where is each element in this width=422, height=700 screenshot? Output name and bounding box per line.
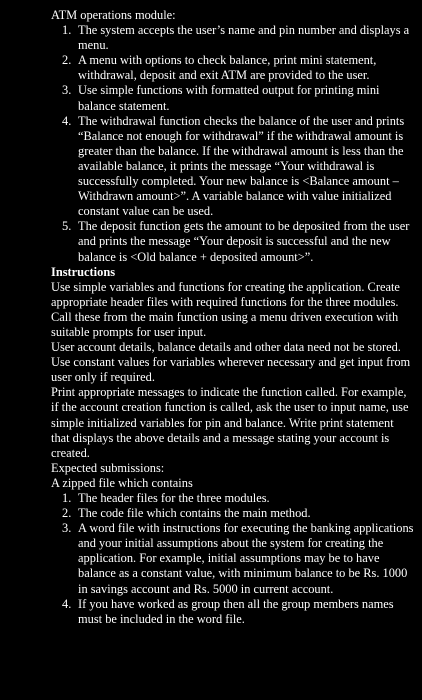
module-requirements-list — [51, 23, 414, 265]
item-text: The deposit function gets the amount to be deposited from the user and prints the message “Your deposit is successful and the new balance is <Old balance + deposited amount>”. — [78, 219, 410, 264]
instructions-paragraph: User account details, balance details and other data need not be stored. Use constant values for variables wherever necessary and get input from user only if required. — [51, 340, 411, 385]
item-number: 3. — [62, 83, 72, 98]
instructions-heading: Instructions — [51, 264, 116, 279]
item-text: The withdrawal function checks the balance of the user and prints “Balance not enough for withdrawal” if the withdrawal amount is greater than the balance. If the withdrawal amount is less than the available balance, it prints the message “Your withdrawal is successfully completed. Your new balance is <Balance amount – Withdrawn amount>”. A variable balance with value initialized constant value can be used. — [78, 113, 405, 219]
instructions-paragraph: Print appropriate messages to indicate the function called. For example, if the account creation function is called, ask the user to input name, use simple initialized variables for pin and balance. Write print statement that displays the above details and a message stating your account is created. — [51, 385, 409, 460]
instructions-body — [51, 280, 414, 461]
item-number: 4. — [62, 113, 72, 128]
item-number: 1. — [62, 491, 72, 505]
item-number: 4. — [62, 596, 72, 611]
module-title: ATM operations module: — [51, 8, 176, 22]
list-item — [51, 114, 414, 220]
item-number: 3. — [62, 521, 72, 536]
item-text: A word file with instructions for executing the banking applications and your initial assumptions about the system for creating the application. For example, initial assumptions may be to have balance as a constant value, with minimum balance to be Rs. 1000 in savings account and Rs. 5000 in current account. — [78, 521, 414, 596]
item-text: The system accepts the user’s name and pin number and displays a menu. — [78, 23, 410, 53]
instructions-paragraph: Use simple variables and functions for creating the application. Create appropriate header files with required functions for the three modules. Call these from the main function using a menu driven execution with suitable prompts for user input. — [51, 279, 400, 339]
list-item — [51, 506, 414, 521]
item-text: A menu with options to check balance, print mini statement, withdrawal, deposit and exit ATM are provided to the user. — [78, 53, 377, 83]
list-item — [51, 219, 414, 264]
item-number: 5. — [62, 219, 72, 234]
item-text: Use simple functions with formatted output for printing mini balance statement. — [78, 83, 380, 113]
list-item — [51, 53, 414, 83]
list-item — [51, 83, 414, 113]
item-text: If you have worked as group then all the group members names must be included in the word file. — [78, 596, 394, 626]
zip-file-line: A zipped file which contains — [51, 475, 193, 490]
item-number: 2. — [62, 53, 72, 68]
list-item — [51, 23, 414, 53]
list-item — [51, 491, 414, 506]
item-text: The code file which contains the main method. — [78, 506, 311, 521]
item-text: The header files for the three modules. — [78, 491, 270, 505]
list-item — [51, 521, 414, 596]
submission-list — [51, 491, 414, 627]
item-number: 1. — [62, 23, 72, 38]
expected-submissions-heading: Expected submissions: — [51, 460, 165, 475]
item-number: 2. — [62, 506, 72, 521]
list-item — [51, 597, 414, 627]
